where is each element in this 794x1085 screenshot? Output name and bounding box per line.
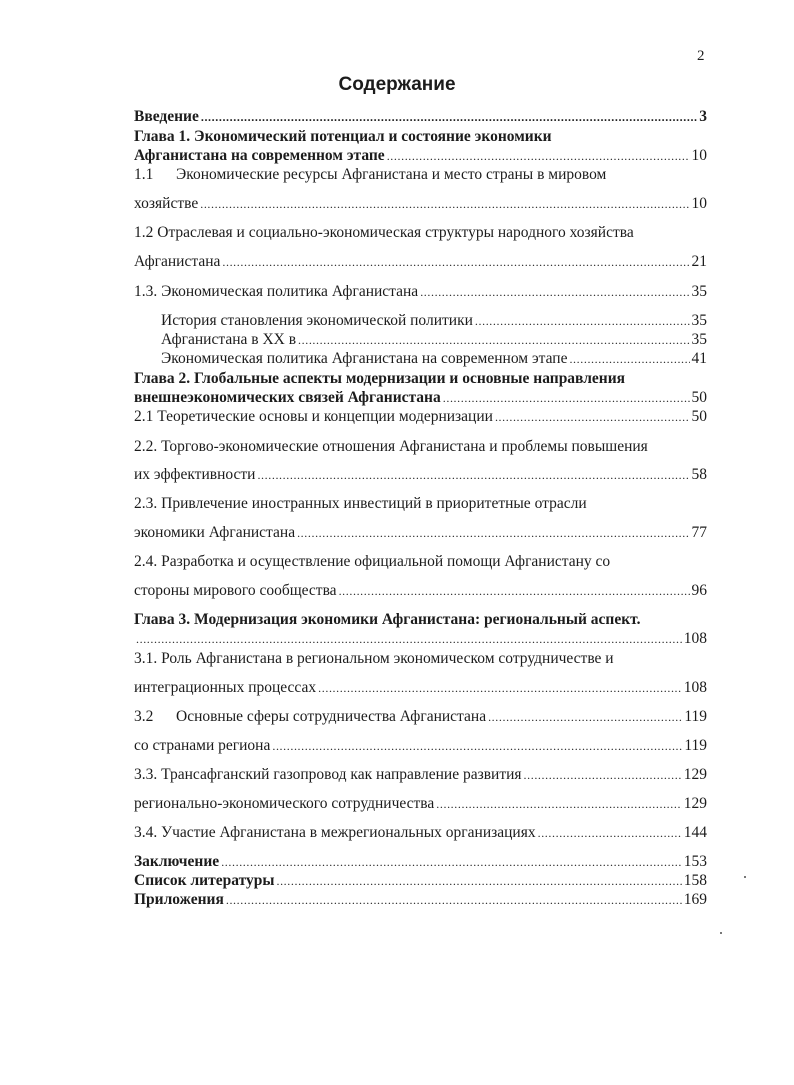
toc-section-2-2-line: 2.2. Торгово-экономические отношения Афганистана и проблемы повышения [134,438,648,455]
toc-entry-section-2-1: 2.1 Теоретические основы и концепции модернизации . . . 50 [134,408,707,426]
toc-entry-chapter-3: . . . 108 [134,630,707,648]
toc-entry-references: Список литературы . . . 158 [134,872,707,890]
toc-entry-section-3-1: интеграционных процессах . . . 108 [134,679,707,697]
toc-section-number: 1.1 [134,166,154,183]
toc-section-1-1-line [134,166,606,184]
toc-chapter-1-line: Глава 1. Экономический потенциал и состояние экономики [134,128,552,145]
toc-entry-section-3-2-cont: со странами региона . . . 119 [134,737,707,755]
toc-section-3-1-line: 3.1. Роль Афганистана в региональном экономическом сотрудничестве и [134,650,614,667]
scan-speck [720,932,722,934]
toc-entry-section-3-3-cont: регионально-экономического сотрудничества . . . 129 [134,795,707,813]
page-number: 2 [697,48,705,64]
toc-section-2-4-line: 2.4. Разработка и осуществление официальной помощи Афганистану со [134,553,611,570]
toc-entry-section-2-2: их эффективности . . . 58 [134,466,707,484]
scan-speck [744,876,746,878]
toc-section-text: Экономические ресурсы Афганистана и место страны в мировом [176,166,607,183]
toc-entry-section-1-2: Афганистана . . . 21 [134,253,707,271]
toc-entry-section-1-3: 1.3. Экономическая политика Афганистана . . . 35 [134,283,707,301]
toc-entry-section-3-3: 3.3. Трансафганский газопровод как направление развития . . . 129 [134,766,707,784]
toc-section-number: 3.2 [134,708,154,725]
toc-entry-appendix: Приложения . . . 169 [134,891,707,909]
toc-entry-section-2-3: экономики Афганистана . . . 77 [134,524,707,542]
toc-entry-chapter-2: внешнеэкономических связей Афганистана . . . 50 [134,389,707,407]
toc-entry-subsection-history: История становления экономической политики . . . 35 [161,312,707,330]
toc-entry-subsection-modern: Экономическая политика Афганистана на современном этапе . . . 41 [161,350,707,368]
toc-entry-introduction: Введение . . . 3 [134,108,707,126]
toc-chapter-2-line: Глава 2. Глобальные аспекты модернизации и основные направления [134,370,626,387]
toc-entry-subsection-20th-century: Афганистана в XX в . . . 35 [161,331,707,349]
page-title: Содержание [338,74,456,95]
toc-section-2-3-line: 2.3. Привлечение иностранных инвестиций в приоритетные отрасли [134,495,587,512]
toc-entry-chapter-1: Афганистана на современном этапе . . . 10 [134,147,707,165]
toc-entry-section-1-1: хозяйстве . . . 10 [134,195,707,213]
toc-entry-conclusion: Заключение . . . 153 [134,853,707,871]
toc-section-1-2-line: 1.2 Отраслевая и социально-экономическая структуры народного хозяйства [134,224,634,241]
toc-entry-section-3-2: 3.2 Основные сферы сотрудничества Афганистана . . . 119 [134,708,707,726]
toc-entry-section-2-4: стороны мирового сообщества . . . 96 [134,582,707,600]
toc-chapter-3-line: Глава 3. Модернизация экономики Афганистана: региональный аспект. [134,611,641,628]
toc-entry-section-3-4: 3.4. Участие Афганистана в межрегиональных организациях . . . 144 [134,824,707,842]
toc-section-text: Основные сферы сотрудничества Афганистана [176,708,487,725]
